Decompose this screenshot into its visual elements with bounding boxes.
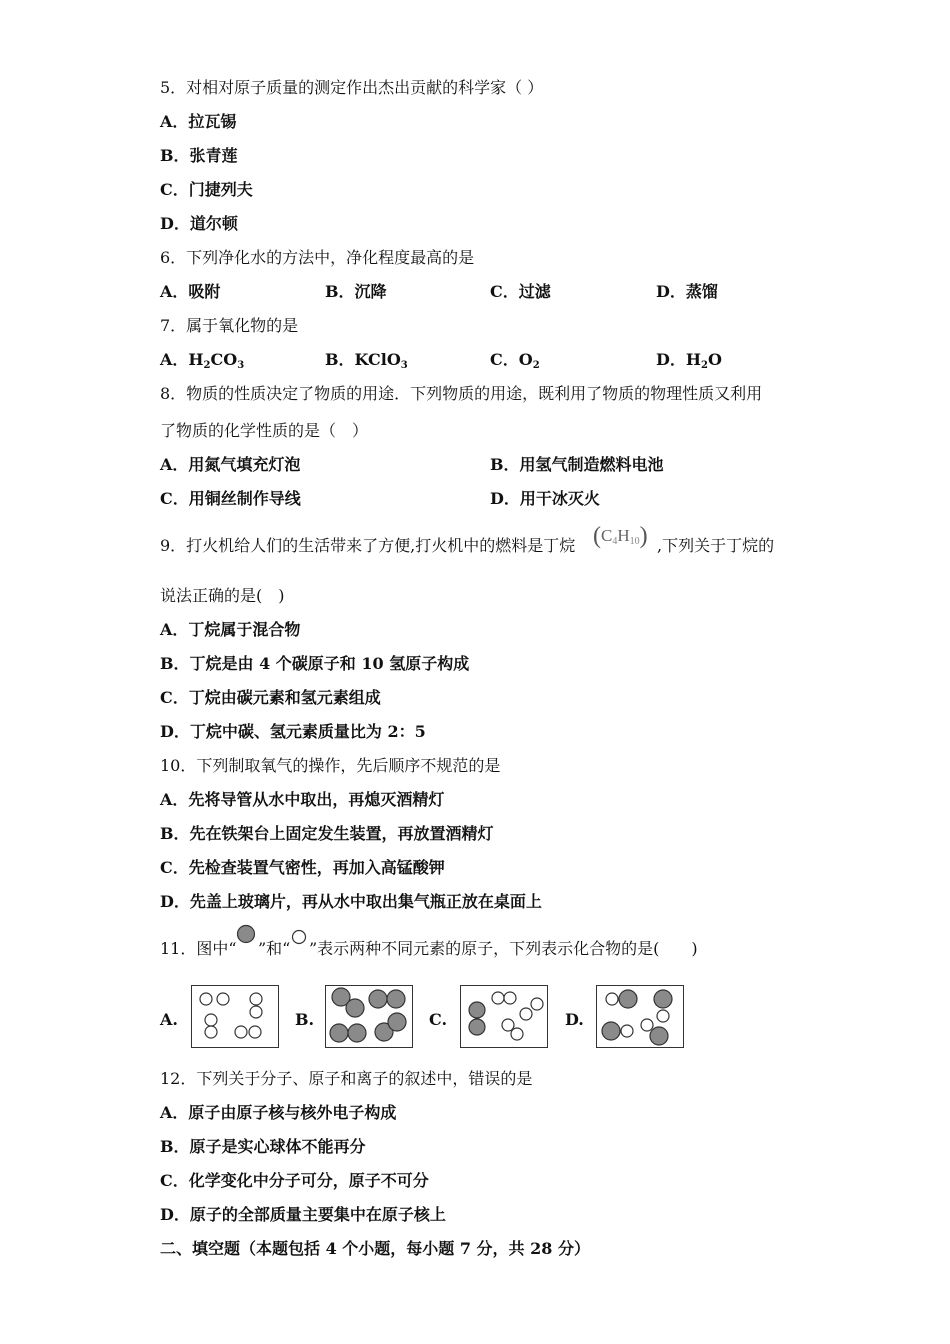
atom (205, 1026, 217, 1038)
atom (654, 990, 672, 1008)
q9-stem-part1: 9．打火机给人们的生活带来了方便,打火机中的燃料是丁烷 (160, 536, 576, 555)
atom (520, 1008, 532, 1020)
light-atom-circle (293, 931, 306, 944)
q10-option-a: A．先将导管从水中取出，再熄灭酒精灯 (160, 790, 445, 809)
atom (657, 1010, 669, 1022)
q10-option-b: B．先在铁架台上固定发生装置，再放置酒精灯 (160, 824, 494, 843)
atom (650, 1027, 668, 1045)
q9-option-d: D．丁烷中碳、氢元素质量比为 2：5 (160, 722, 426, 741)
q8-option-d: D．用干冰灭火 (490, 489, 600, 508)
q9-stem-part2: ,下列关于丁烷的 (657, 536, 775, 555)
q7-stem: 7．属于氧化物的是 (160, 316, 299, 335)
q5-stem: 5．对相对原子质量的测定作出杰出贡献的科学家（ ） (160, 78, 544, 97)
q5-option-a: A．拉瓦锡 (160, 112, 237, 131)
q11-option-c-label: C. (429, 1010, 448, 1029)
section2-title: 二、填空题（本题包括 4 个小题，每小题 7 分，共 28 分） (160, 1239, 590, 1258)
atom (205, 1014, 217, 1026)
atom (641, 1019, 653, 1031)
atom (330, 1024, 348, 1042)
q9-option-a: A．丁烷属于混合物 (160, 620, 301, 639)
q6-stem: 6．下列净化水的方法中，净化程度最高的是 (160, 248, 475, 267)
q12-option-c: C．化学变化中分子可分，原子不可分 (160, 1171, 429, 1190)
q11-option-d-label: D. (565, 1010, 584, 1029)
atom (619, 990, 637, 1008)
atom (504, 992, 516, 1004)
dark-atom-icon (236, 924, 256, 944)
q6-option-c: C．过滤 (490, 282, 551, 301)
q11-option-c-diagram (460, 985, 548, 1048)
q9-option-c: C．丁烷由碳元素和氢元素组成 (160, 688, 381, 707)
q5-option-b: B．张青莲 (160, 146, 238, 165)
q9-stem-line2: 说法正确的是( ) (160, 586, 285, 605)
q7-option-b: B．KClO$_3$ (325, 350, 408, 371)
q10-stem: 10．下列制取氧气的操作，先后顺序不规范的是 (160, 756, 501, 775)
atom (388, 1013, 406, 1031)
q10-option-c: C．先检查装置气密性，再加入高锰酸钾 (160, 858, 445, 877)
atom (369, 990, 387, 1008)
q11-option-d-diagram (596, 985, 684, 1048)
q5-option-c: C．门捷列夫 (160, 180, 253, 199)
atom (621, 1025, 633, 1037)
butane-formula: $(C_4H_{10})$ (593, 523, 648, 549)
atom (249, 1026, 261, 1038)
q11-option-a-label: A. (160, 1010, 178, 1029)
q7-option-d: D．$H_2O$ (656, 350, 722, 371)
light-atom-icon (291, 929, 307, 945)
atom (606, 993, 618, 1005)
atom (387, 990, 405, 1008)
q10-option-d: D．先盖上玻璃片，再从水中取出集气瓶正放在桌面上 (160, 892, 542, 911)
atom (502, 1019, 514, 1031)
q5-option-d: D．道尔顿 (160, 214, 238, 233)
q12-stem: 12．下列关于分子、原子和离子的叙述中，错误的是 (160, 1069, 533, 1088)
q6-option-d: D．蒸馏 (656, 282, 718, 301)
atom (469, 1002, 485, 1018)
atom (346, 999, 364, 1017)
atom (250, 993, 262, 1005)
q11-option-a-diagram (191, 985, 279, 1048)
q7-option-c: C．$O_2$ (490, 350, 540, 371)
atom (492, 992, 504, 1004)
atom (602, 1022, 620, 1040)
q8-stem-line1: 8．物质的性质决定了物质的用途．下列物质的用途，既利用了物质的物理性质又利用 (160, 384, 763, 403)
q8-option-c: C．用铜丝制作导线 (160, 489, 301, 508)
q11-option-b-diagram (325, 985, 413, 1048)
q8-option-a: A．用氮气填充灯泡 (160, 455, 301, 474)
q6-option-b: B．沉降 (325, 282, 387, 301)
atom (200, 993, 212, 1005)
q9-option-b: B．丁烷是由 4 个碳原子和 10 氢原子构成 (160, 654, 470, 673)
q6-option-a: A．吸附 (160, 282, 221, 301)
atom (531, 998, 543, 1010)
q8-option-b: B．用氢气制造燃料电池 (490, 455, 664, 474)
atom (511, 1028, 523, 1040)
atom (469, 1019, 485, 1035)
atom (250, 1006, 262, 1018)
q11-stem-part1: 11．图中“ (160, 939, 237, 958)
q12-option-d: D．原子的全部质量主要集中在原子核上 (160, 1205, 446, 1224)
q8-stem-line2: 了物质的化学性质的是（ ） (160, 421, 369, 440)
q12-option-b: B．原子是实心球体不能再分 (160, 1137, 366, 1156)
q7-option-a: A．$H_2CO_3$ (160, 350, 245, 371)
dark-atom-circle (238, 926, 255, 943)
q11-stem-part3: ”表示两种不同元素的原子，下列表示化合物的是( ) (309, 939, 698, 958)
q11-option-b-label: B. (295, 1010, 315, 1029)
q11-stem-part2: ”和“ (258, 939, 291, 958)
atom (217, 993, 229, 1005)
q12-option-a: A．原子由原子核与核外电子构成 (160, 1103, 397, 1122)
atom (235, 1026, 247, 1038)
atom (348, 1024, 366, 1042)
